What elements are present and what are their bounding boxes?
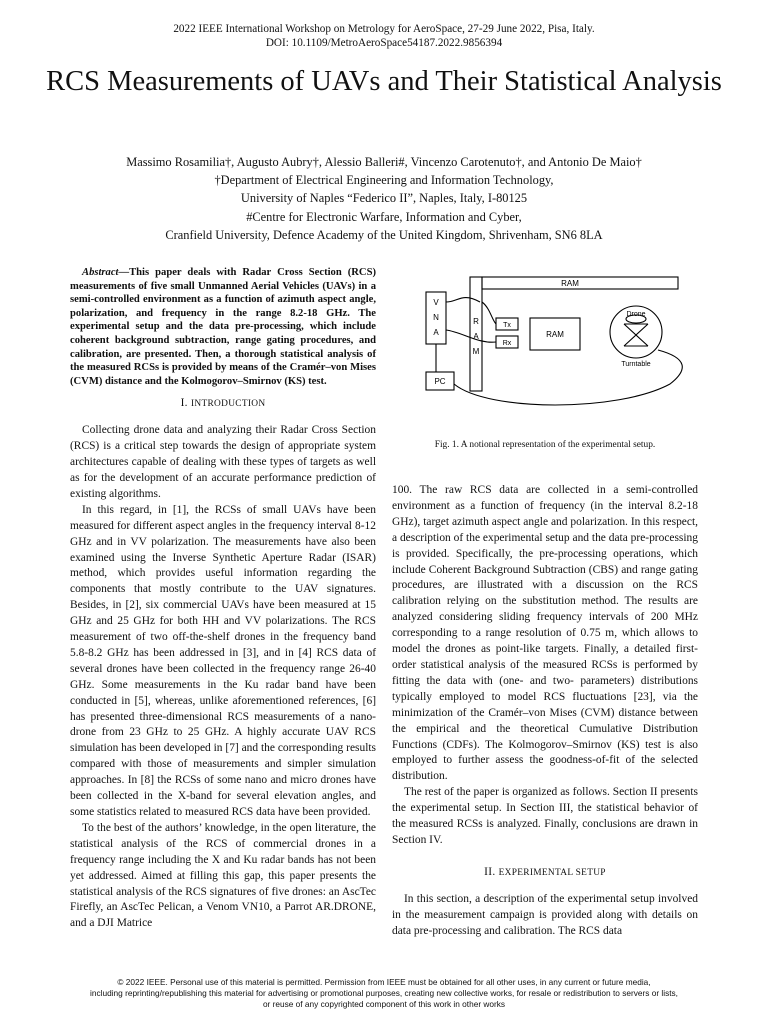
conference-line: 2022 IEEE International Workshop on Metrology for AeroSpace, 27-29 June 2022, Pisa, Italy.: [173, 23, 595, 35]
affiliation-line: †Department of Electrical Engineering and Information Technology,: [214, 173, 554, 188]
conference-header: [0, 22, 768, 50]
footer-line: © 2022 IEEE. Personal use of this material is permitted. Permission from IEEE must be obtained for all other uses, in any current or future media,: [117, 977, 651, 987]
affiliation-line: #Centre for Electronic Warfare, Information and Cyber,: [246, 209, 522, 224]
rx-cable: [446, 330, 496, 342]
footer-line: including reprinting/republishing this material for advertising or promotional purposes, creating new collective works, for resale or redistribution to servers or lists,: [90, 988, 678, 999]
ram-top-label: RAM: [561, 279, 579, 288]
drone-label: Drone: [626, 311, 646, 318]
section-number: II.: [484, 865, 496, 878]
section-title: EXPERIMENTAL SETUP: [498, 867, 606, 878]
paragraph: To the best of the authors’ knowledge, in the open literature, the statistical analysis of the RCS of commercial drones in a frequency range including the X and Ku radar bands has not been yet addressed. Aimed at filling this gap, this paper presents the statistical analysis of the RCS signatures of five drones: an AscTec Firefly, an AscTec Pelican, a Venom VN10, a Parrot AR.DRONE, and a DJI Matrice: [70, 821, 376, 930]
paper-title: RCS Measurements of UAVs and Their Statistical Analysis: [46, 66, 722, 97]
doi-line: DOI: 10.1109/MetroAeroSpace54187.2022.9856394: [265, 37, 503, 49]
section-number: I.: [180, 397, 188, 410]
affiliation-line: University of Naples “Federico II”, Naples, Italy, I-80125: [240, 191, 528, 206]
figure-caption: Fig. 1. A notional representation of the experimental setup.: [434, 440, 656, 450]
footer-line: or reuse of any copyrighted component of this work in other works: [262, 999, 506, 1010]
rx-label: Rx: [502, 340, 512, 347]
paragraph: 100. The raw RCS data are collected in a semi-controlled environment as a function of frequency (in the interval 8.2-18 GHz), target azimuth aspect angle and polarization. In this respect, a description of the experimental setup and the data pre-processing is provided. Specifically, the pre-processing operations, which include Coherent Background Subtraction (CBS) and range gating procedures, are illustrated with a discussion on the RCS calibration relying on the substitution method. The results are analyzed considering sliding frequency intervals of 200 MHz corresponding to a range resolution of 0.75 m, which allows to model the drones as point-like targets. Finally, a detailed first-order statistical analysis of the measured RCSs is performed by fitting the data with (one- and two- parameters) distributions typically employed to model RCS fluctuations [23], via the minimization of the Cramér–von Mises (CVM) distance between the empirical and the theoretical Cumulative Distribution Functions (CDFs). The Kolmogorov–Smirnov (KS) test is also employed to further assess the goodness-of-fit of the selected distribution.: [392, 484, 698, 783]
ram-m-label: M: [472, 347, 480, 356]
abstract-lead: Abstract: [82, 267, 119, 278]
ram-r-label: R: [473, 317, 479, 326]
left-column: [70, 266, 376, 932]
vna-n-label: N: [433, 313, 439, 322]
section-heading-experimental-setup: [392, 865, 698, 882]
abstract-text: —This paper deals with Radar Cross Section (RCS) measurements of five small Unmanned Aerial Vehicles (UAVs) in a semi-controlled environment as a function of azimuth aspect angle, polarization, and frequency in the range 8.2-18 GHz. The experimental setup and the data pre-processing, which include coherent background subtraction, range gating procedures, and calibration, are presented. Then, a thorough statistical analysis of the measured RCSs is provided by means of the Cramér–von Mises (CVM) distance and the Kolmogorov–Smirnov (KS) test.: [70, 267, 376, 387]
turntable-cable: [454, 350, 682, 405]
tx-label: Tx: [503, 322, 511, 329]
paragraph: In this section, a description of the experimental setup involved in the measurement campaign is provided along with details on data pre-processing and calibration. The RCS data: [392, 892, 698, 937]
vna-v-label: V: [433, 298, 439, 307]
abstract: [70, 266, 376, 388]
section-title: INTRODUCTION: [190, 399, 266, 410]
paragraph: In this regard, in [1], the RCSs of small UAVs have been measured for different aspect angles in the frequency interval 8-12 GHz and in VV polarization. The measurements have also been examined using the Inverse Synthetic Aperture Radar (ISAR) method, which provides useful information regarding the components that mostly contribute to the UAV signatures. Besides, in [2], six commercial UAVs have been measured at 15 GHz and 25 GHz for both HH and VV polarizations. The RCS measurement of two off-the-shelf drones in the frequency band 5.8-8.2 GHz has been addressed in [3], and in [4] RCS data of several drones have been collected in the frequency range 26-40 GHz. Some measurements in the Ku radar band have been conducted in [5], whereas, unlike aforementioned references, [6] has presented three-dimensional RCS measurements of a nano-drone from 23 GHz to 25 GHz. A highly accurate UAV RCS simulation has been developed in [7] and the corresponding results compared with those of measurements and simpler simulation approaches. In [8] the RCSs of some nano and micro drones have been collected in the X-band for several elevation angles, and some statistics related to measured RCS data have been provided.: [70, 503, 376, 818]
paragraph: The rest of the paper is organized as follows. Section II presents the experimental setup. In Section III, the statistical behavior of the measured RCSs is analyzed. Finally, conclusions are drawn in Section IV.: [392, 786, 698, 846]
copyright-footer: [20, 977, 748, 1011]
tx-cable: [482, 302, 496, 324]
right-column: [392, 483, 698, 939]
pc-label: PC: [434, 377, 446, 386]
author-block: [0, 153, 768, 244]
hourglass-stand: [624, 324, 648, 346]
ram-middle-label: RAM: [546, 330, 564, 339]
ram-absorber-top: [482, 277, 678, 289]
affiliation-line: Cranfield University, Defence Academy of the United Kingdom, Shrivenham, SN6 8LA: [165, 227, 603, 242]
section-heading-introduction: [70, 396, 376, 413]
ram-a-label: A: [473, 332, 479, 341]
author-names: Massimo Rosamilia†, Augusto Aubry†, Alessio Balleri#, Vincenzo Carotenuto†, and Antonio De Maio†: [126, 155, 642, 169]
turntable-label: Turntable: [621, 361, 651, 368]
vna-cable-1: [446, 298, 480, 302]
experimental-setup-figure: [418, 272, 712, 422]
paragraph: Collecting drone data and analyzing their Radar Cross Section (RCS) is a critical step towards the design of appropriate system architectures capable of dealing with these types of targets as well as for the development of an accurate performance prediction of existing algorithms.: [70, 424, 376, 500]
vna-a-label: A: [433, 328, 439, 337]
